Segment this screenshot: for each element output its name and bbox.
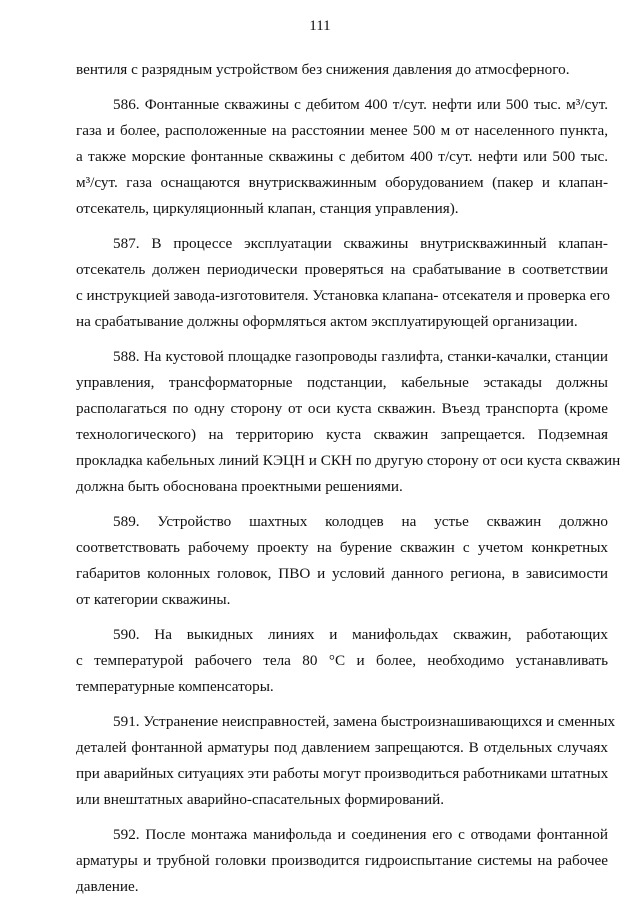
text-line: при аварийных ситуациях эти работы могут производиться работниками штатных	[76, 765, 609, 782]
text-line: 591. Устранение неисправностей, замена быстроизнашивающихся и сменных	[113, 713, 616, 730]
paragraph-gap	[76, 83, 608, 92]
text-line: газа и более, расположенные на расстоянии менее 500 м от населенного пункта,	[76, 122, 608, 139]
paragraph-gap	[76, 700, 608, 709]
paragraph-gap	[76, 335, 608, 344]
text-line: 586. Фонтанные скважины с дебитом 400 т/сут. нефти или 500 тыс. м³/сут.	[113, 96, 608, 113]
text-line: соответствовать рабочему проекту на бурение скважин с учетом конкретных	[76, 539, 608, 556]
text-line: технологического) на территорию куста скважин запрещается. Подземная	[76, 426, 608, 443]
text-line: прокладка кабельных линий КЭЦН и СКН по другую сторону от оси куста скважин	[76, 452, 621, 469]
text-line: давление.	[76, 878, 139, 895]
text-line: 592. После монтажа манифольда и соединения его с отводами фонтанной	[113, 826, 608, 843]
paragraph-589	[76, 509, 608, 613]
text-line: 589. Устройство шахтных колодцев на устье скважин должно	[113, 513, 608, 530]
text-line: с инструкцией завода-изготовителя. Установка клапана- отсекателя и проверка его	[76, 287, 610, 304]
text-line: 588. На кустовой площадке газопроводы газлифта, станки-качалки, станции	[113, 348, 608, 365]
text-line: 590. На выкидных линиях и манифольдах скважин, работающих	[113, 626, 608, 643]
paragraph-gap	[76, 500, 608, 509]
text-line: арматуры и трубной головки производится гидроиспытание системы на рабочее	[76, 852, 608, 869]
text-line: или внештатных аварийно-спасательных формирований.	[76, 791, 445, 808]
paragraph-591	[76, 709, 616, 813]
paragraph-cont	[76, 57, 608, 83]
paragraph-gap	[76, 813, 608, 822]
text-line: должна быть обоснована проектными решениями.	[76, 478, 403, 495]
paragraph-592	[76, 822, 608, 900]
text-line: отсекатель должен периодически проверяться на срабатывание в соответствии	[76, 261, 608, 278]
text-line: деталей фонтанной арматуры под давлением запрещаются. В отдельных случаях	[76, 739, 608, 756]
paragraph-586	[76, 92, 608, 222]
document-body	[76, 57, 621, 900]
paragraph-588	[76, 344, 621, 500]
paragraph-gap	[76, 613, 608, 622]
text-line: от категории скважины.	[76, 591, 231, 608]
text-line: а также морские фонтанные скважины с дебитом 400 т/сут. нефти или 500 тыс.	[76, 148, 608, 165]
text-line: управления, трансформаторные подстанции, кабельные эстакады должны	[76, 374, 608, 391]
text-line: располагаться по одну сторону от оси куста скважин. Въезд транспорта (кроме	[76, 400, 608, 417]
page-number: 111	[309, 18, 331, 34]
text-line: вентиля с разрядным устройством без снижения давления до атмосферного.	[76, 61, 570, 78]
text-line: на срабатывание должны оформляться актом эксплуатирующей организации.	[76, 313, 578, 330]
paragraph-gap	[76, 222, 608, 231]
paragraph-590	[76, 622, 608, 700]
text-line: м³/сут. газа оснащаются внутрискважинным оборудованием (пакер и клапан-	[76, 174, 608, 191]
text-line: с температурой рабочего тела 80 °С и более, необходимо устанавливать	[76, 652, 608, 669]
text-line: температурные компенсаторы.	[76, 678, 274, 695]
text-line: 587. В процессе эксплуатации скважины внутрискважинный клапан-	[113, 235, 608, 252]
text-line: габаритов колонных головок, ПВО и условий данного региона, в зависимости	[76, 565, 608, 582]
paragraph-587	[76, 231, 608, 335]
text-line: отсекатель, циркуляционный клапан, станция управления).	[76, 200, 459, 217]
